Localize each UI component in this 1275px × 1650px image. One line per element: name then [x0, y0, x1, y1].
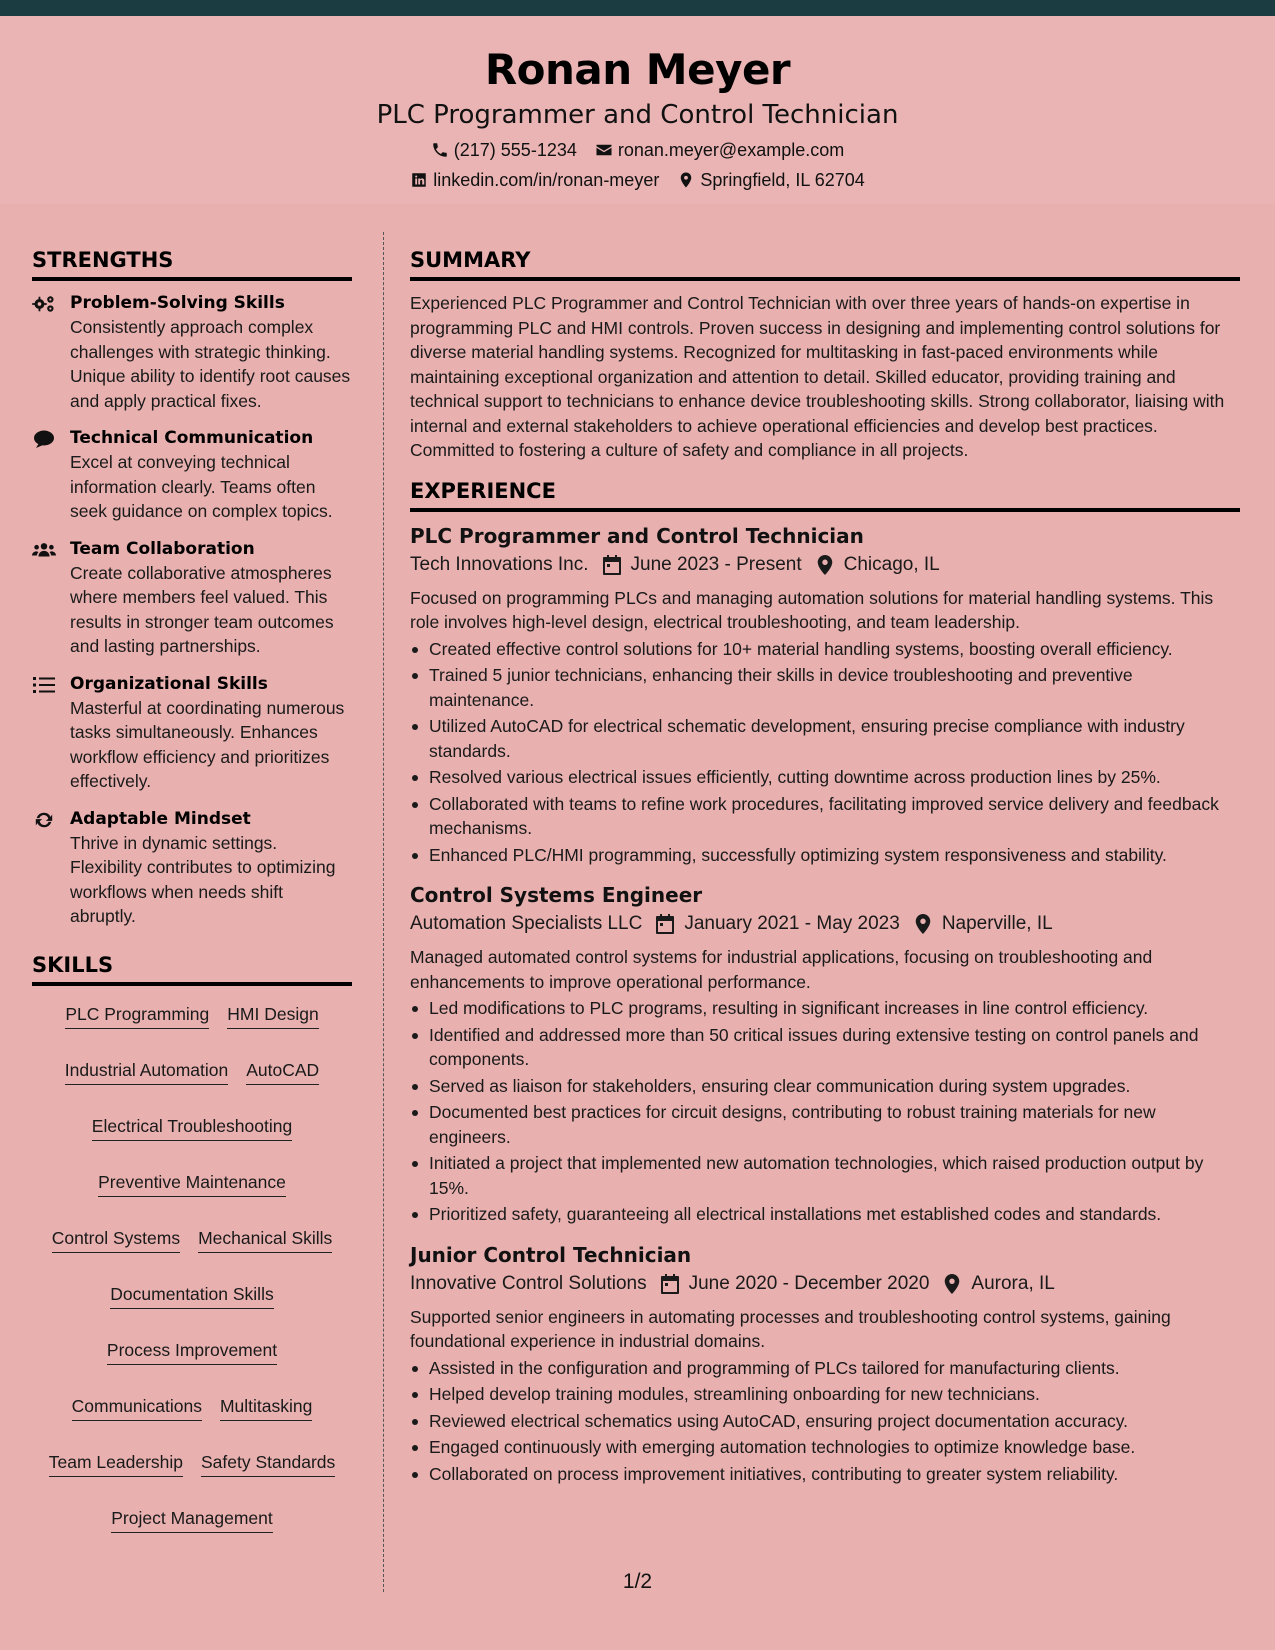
experience-section	[410, 477, 1240, 1487]
bullet-item: Trained 5 junior technicians, enhancing their skills in device troubleshooting and preventive maintenance.	[410, 663, 1240, 712]
bullet-item: Enhanced PLC/HMI programming, successfully optimizing system responsiveness and stability.	[410, 843, 1240, 868]
job-dates	[603, 550, 802, 580]
right-column	[410, 246, 1240, 1500]
phone	[431, 138, 577, 162]
bullet-item: Reviewed electrical schematics using AutoCAD, ensuring project documentation accuracy.	[410, 1409, 1240, 1434]
dates-text: January 2021 - May 2023	[684, 913, 900, 934]
job-title: PLC Programmer and Control Technician	[410, 523, 864, 548]
bullet-item: Collaborated on process improvement initiatives, contributing to greater system reliability.	[410, 1462, 1240, 1487]
company: Tech Innovations Inc.	[410, 553, 589, 575]
job-title: Control Systems Engineer	[410, 883, 703, 907]
bullet-item: Prioritized safety, guaranteeing all electrical installations met established codes and standards.	[410, 1202, 1240, 1227]
bullet-item: Resolved various electrical issues efficiently, cutting downtime across production lines by 25%.	[410, 765, 1240, 790]
map-pin-icon	[677, 171, 695, 189]
skill-tag: AutoCAD	[246, 1058, 319, 1085]
location-text: Springfield, IL 62704	[700, 170, 865, 190]
skills-list	[32, 996, 352, 1538]
bullet-item: Identified and addressed more than 50 critical issues during extensive testing on control panels and components.	[410, 1023, 1240, 1072]
skill-tag: Safety Standards	[201, 1450, 335, 1477]
dates-text: June 2020 - December 2020	[688, 1272, 930, 1294]
summary-heading: SUMMARY	[410, 246, 1240, 281]
bullet-item: Utilized AutoCAD for electrical schematic development, ensuring precise compliance with industry standards.	[410, 714, 1240, 763]
bullet-item: Engaged continuously with emerging automation technologies to optimize knowledge base.	[410, 1435, 1240, 1460]
skill-tag: Team Leadership	[49, 1450, 183, 1477]
job-bullets	[410, 996, 1240, 1227]
envelope-icon	[595, 141, 613, 159]
strength-item	[32, 807, 352, 929]
job-bullets	[410, 1356, 1240, 1487]
skill-tag: Preventive Maintenance	[98, 1170, 286, 1197]
column-divider	[383, 232, 384, 1592]
job-location	[943, 1269, 1054, 1299]
job-meta	[410, 1269, 1240, 1299]
map-pin-icon	[816, 555, 834, 575]
skill-tag: Electrical Troubleshooting	[92, 1114, 292, 1141]
email-text[interactable]: ronan.meyer@example.com	[617, 140, 845, 160]
candidate-name: Ronan Meyer	[484, 45, 791, 94]
location-text: Chicago, IL	[843, 553, 940, 575]
strength-item	[32, 672, 352, 794]
strength-title: Adaptable Mindset	[70, 808, 251, 829]
strength-title: Team Collaboration	[70, 538, 255, 559]
contact-row-2	[0, 168, 1275, 192]
list-icon	[32, 675, 56, 695]
linkedin-icon	[410, 171, 428, 189]
company: Innovative Control Solutions	[410, 1272, 647, 1294]
users-icon	[32, 540, 56, 560]
top-bar	[0, 0, 1275, 16]
location-text: Naperville, IL	[941, 913, 1053, 934]
skill-tag: Industrial Automation	[65, 1058, 228, 1085]
bullet-item: Assisted in the configuration and programming of PLCs tailored for manufacturing clients.	[410, 1356, 1240, 1381]
map-pin-icon	[943, 1274, 961, 1294]
strength-item	[32, 426, 352, 524]
job-location	[914, 909, 1053, 939]
strength-item	[32, 537, 352, 659]
phone-text: (217) 555-1234	[453, 140, 577, 160]
calendar-icon	[603, 555, 621, 575]
strength-item	[32, 291, 352, 413]
skills-heading: SKILLS	[32, 951, 352, 986]
skill-tag: Multitasking	[220, 1394, 312, 1421]
skill-tag: Documentation Skills	[110, 1282, 273, 1309]
location	[677, 168, 864, 192]
bullet-item: Helped develop training modules, streamlining onboarding for new technicians.	[410, 1382, 1240, 1407]
strength-desc: Create collaborative atmospheres where members feel valued. This results in stronger team outcomes and lasting partnerships.	[70, 562, 334, 656]
strength-title: Problem-Solving Skills	[70, 293, 285, 313]
email[interactable]	[595, 138, 844, 162]
speech-bubble-icon	[32, 429, 56, 449]
job-dates	[661, 1269, 930, 1299]
skill-tag: HMI Design	[227, 1002, 318, 1029]
job-meta	[410, 550, 1240, 580]
linkedin-text[interactable]: linkedin.com/in/ronan-meyer	[433, 170, 660, 190]
skill-tag: Control Systems	[52, 1226, 180, 1253]
job-dates	[656, 909, 899, 939]
strength-title: Organizational Skills	[70, 673, 268, 694]
map-pin-icon	[914, 914, 932, 934]
bullet-item: Documented best practices for circuit designs, contributing to robust training materials for new engineers.	[410, 1100, 1240, 1149]
bullet-item: Led modifications to PLC programs, resulting in significant increases in line control efficiency.	[410, 996, 1240, 1021]
job-location	[816, 550, 940, 580]
calendar-icon	[661, 1274, 679, 1294]
strength-desc: Thrive in dynamic settings. Flexibility contributes to optimizing workflows when needs shift abruptly.	[70, 832, 336, 926]
phone-icon	[431, 141, 449, 159]
left-column	[32, 246, 352, 1538]
page-number: 1/2	[622, 1570, 653, 1593]
job-description: Supported senior engineers in automating processes and troubleshooting control systems, gaining foundational experience in industrial domains.	[410, 1306, 1171, 1351]
experience-heading: EXPERIENCE	[410, 477, 1240, 512]
summary-section	[410, 246, 1240, 463]
strength-desc: Excel at conveying technical information clearly. Teams often seek guidance on complex topics.	[70, 452, 333, 521]
bullet-item: Served as liaison for stakeholders, ensuring clear communication during system upgrades.	[410, 1074, 1240, 1099]
job-entry	[410, 1241, 1240, 1487]
calendar-icon	[656, 914, 674, 934]
bullet-item: Initiated a project that implemented new automation technologies, which raised production output by 15%.	[410, 1151, 1240, 1200]
job-title: Junior Control Technician	[410, 1242, 692, 1267]
sync-icon	[32, 810, 56, 830]
candidate-title: PLC Programmer and Control Technician	[376, 100, 899, 130]
contact-row-1	[0, 138, 1275, 162]
strength-desc: Consistently approach complex challenges with strategic thinking. Unique ability to identify root causes and apply practical fixes.	[70, 317, 351, 411]
skills-section	[32, 951, 352, 1538]
dates-text: June 2023 - Present	[630, 553, 802, 575]
job-description: Managed automated control systems for industrial applications, focusing on troubleshooting and enhancements to improve operational performance.	[410, 947, 1153, 992]
strength-desc: Masterful at coordinating numerous tasks simultaneously. Enhances workflow efficiency and prioritizes effectively.	[70, 697, 345, 791]
job-meta	[410, 909, 1240, 939]
strength-title: Technical Communication	[70, 428, 314, 448]
skill-tag: Communications	[72, 1394, 202, 1421]
linkedin[interactable]	[410, 168, 659, 192]
skill-tag: PLC Programming	[65, 1002, 209, 1029]
company: Automation Specialists LLC	[410, 913, 643, 934]
gears-icon	[32, 294, 56, 314]
bullet-item: Created effective control solutions for 10+ material handling systems, boosting overall efficiency.	[410, 637, 1240, 662]
job-entry	[410, 881, 1240, 1227]
summary-text: Experienced PLC Programmer and Control Technician with over three years of hands-on expertise in programming PLC and HMI controls. Proven success in designing and implementing control solutions for diverse material handling systems. Recognized for multitasking in fast-paced environments while maintaining exceptional organization and attention to detail. Skilled educator, providing training and technical support to technicians to enhance device troubleshooting skills. Strong collaborator, liaising with internal and external stakeholders to achieve operational efficiencies and develop best practices. Committed to fostering a culture of safety and compliance in all projects.	[410, 293, 1225, 460]
job-entry	[410, 522, 1240, 868]
location-text: Aurora, IL	[971, 1272, 1055, 1294]
bullet-item: Collaborated with teams to refine work procedures, facilitating improved service delivery and feedback mechanisms.	[410, 792, 1240, 841]
skill-tag: Project Management	[111, 1506, 272, 1533]
resume-header	[0, 16, 1275, 204]
strengths-heading: STRENGTHS	[32, 246, 352, 281]
strengths-section	[32, 246, 352, 929]
skill-tag: Mechanical Skills	[198, 1226, 332, 1253]
job-description: Focused on programming PLCs and managing automation solutions for material handling systems. This role involves high-level design, electrical troubleshooting, and team leadership.	[410, 587, 1214, 632]
skill-tag: Process Improvement	[107, 1338, 277, 1365]
job-bullets	[410, 637, 1240, 868]
